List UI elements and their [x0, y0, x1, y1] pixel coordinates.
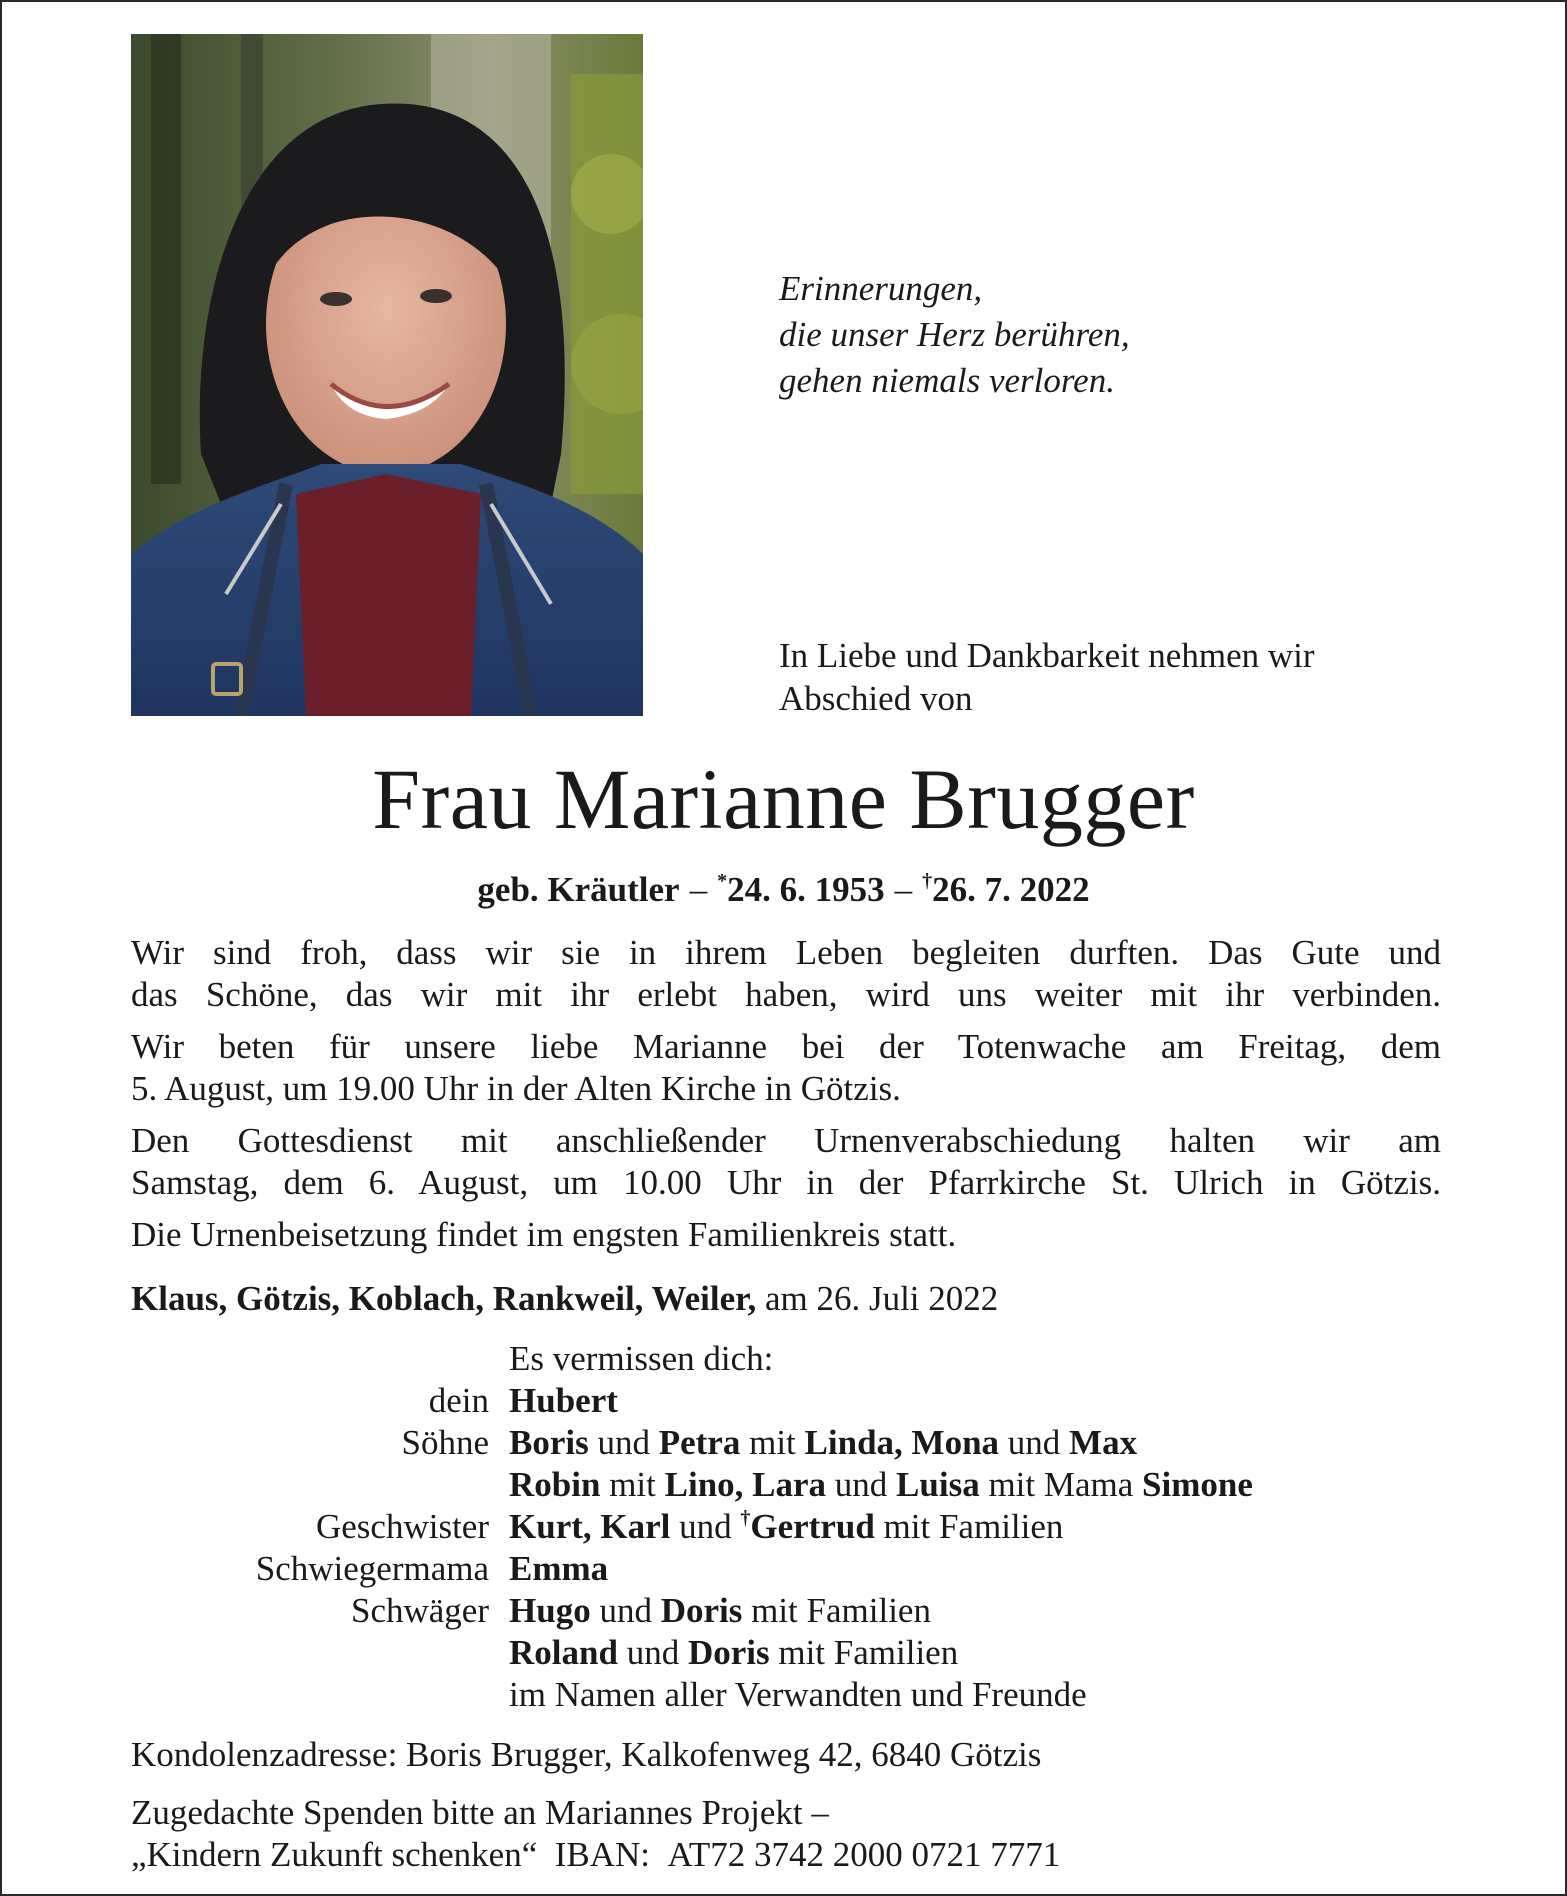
memorial-quote	[779, 266, 1499, 404]
paragraph-vigil	[131, 1026, 1441, 1110]
relative-names	[509, 1590, 931, 1632]
relative-name: Simone	[1142, 1465, 1253, 1504]
life-dates	[2, 868, 1565, 912]
quote-line: Erinnerungen,	[779, 269, 983, 308]
connector: mit	[749, 1423, 796, 1462]
donation-line: Zugedachte Spenden bitte an Mariannes Projekt –	[131, 1793, 829, 1832]
family-row	[131, 1632, 1471, 1674]
relative-name: Luisa	[896, 1465, 980, 1504]
relation-label: Geschwister	[315, 1507, 489, 1546]
separator-dash: –	[689, 870, 708, 909]
family-row	[131, 1674, 1471, 1716]
relative-names	[509, 1422, 1137, 1464]
family-row	[131, 1548, 1471, 1590]
paragraph-gratitude	[131, 932, 1441, 1016]
connector: und	[599, 1591, 652, 1630]
connector: mit Familien	[883, 1507, 1064, 1546]
donation-project: „Kindern Zukunft schenken“	[131, 1835, 538, 1874]
farewell-line: Abschied von	[779, 679, 973, 718]
connector: und	[834, 1465, 888, 1504]
quote-line: die unser Herz berühren,	[779, 315, 1130, 354]
paragraph-line: Den Gottesdienst mit anschließender Urnenverabschiedung halten wir am	[131, 1121, 1441, 1160]
paragraph-line: Wir beten für unsere liebe Marianne bei der Totenwache am Freitag, dem	[131, 1027, 1441, 1066]
relative-name: Petra	[658, 1423, 741, 1462]
donation-line	[131, 1834, 1451, 1876]
death-cross-icon: †	[922, 870, 933, 892]
connector: mit Mama	[988, 1465, 1134, 1504]
connector: mit Familien	[778, 1633, 959, 1672]
relative-names	[509, 1464, 1253, 1506]
family-row	[131, 1422, 1471, 1464]
paragraph-line: das Schöne, das wir mit ihr erlebt haben, wird uns weiter mit ihr verbinden.	[131, 975, 1441, 1014]
paragraph-line: Die Urnenbeisetzung findet im engsten Familienkreis statt.	[131, 1215, 957, 1254]
deceased-name: Frau Marianne Brugger	[372, 751, 1195, 847]
relative-name: Gertrud	[750, 1507, 875, 1546]
death-date: 26. 7. 2022	[932, 870, 1090, 909]
quote-line: gehen niemals verloren.	[779, 361, 1115, 400]
family-row	[131, 1464, 1471, 1506]
birth-date: 24. 6. 1953	[727, 870, 885, 909]
condolence-address: Kondolenzadresse: Boris Brugger, Kalkofenweg 42, 6840 Götzis	[131, 1735, 1042, 1774]
relative-names	[509, 1380, 618, 1422]
paragraph-line: Wir sind froh, dass wir sie in ihrem Leben begleiten durften. Das Gute und	[131, 933, 1441, 972]
relation-label: Schwäger	[350, 1591, 489, 1630]
relation-label: Söhne	[401, 1423, 489, 1462]
family-intro: Es vermissen dich:	[509, 1339, 774, 1378]
places-list: Klaus, Götzis, Koblach, Rankweil, Weiler,	[131, 1279, 757, 1318]
closing-line: im Namen aller Verwandten und Freunde	[509, 1675, 1087, 1714]
connector: mit	[609, 1465, 656, 1504]
connector: und	[1007, 1423, 1061, 1462]
relative-name: Hugo	[509, 1591, 591, 1630]
family-list	[131, 1338, 1471, 1716]
relative-name: Doris	[687, 1633, 770, 1672]
family-row	[131, 1506, 1471, 1548]
connector: und	[679, 1507, 732, 1546]
farewell-line: In Liebe und Dankbarkeit nehmen wir	[779, 636, 1315, 675]
notice-date: am 26. Juli 2022	[764, 1279, 999, 1318]
relative-name: Max	[1069, 1423, 1138, 1462]
family-row	[131, 1380, 1471, 1422]
paragraph-service	[131, 1120, 1441, 1204]
relative-names	[509, 1632, 958, 1674]
relative-name: Robin	[509, 1465, 601, 1504]
paragraph-burial	[131, 1214, 1441, 1256]
relative-name: Hubert	[509, 1381, 618, 1420]
relative-name: Lino, Lara	[664, 1465, 827, 1504]
iban-number: AT72 3742 2000 0721 7771	[667, 1835, 1061, 1874]
iban-label: IBAN:	[554, 1835, 651, 1874]
birth-star-icon: *	[717, 870, 728, 892]
connector: und	[597, 1423, 650, 1462]
farewell-intro	[779, 634, 1499, 720]
relative-name: Emma	[509, 1549, 609, 1588]
maiden-name: geb. Kräutler	[477, 870, 680, 909]
separator-dash: –	[894, 870, 913, 909]
paragraph-line: 5. August, um 19.00 Uhr in der Alten Kirche in Götzis.	[131, 1069, 901, 1108]
relative-names	[509, 1548, 608, 1590]
relative-name: Linda, Mona	[804, 1423, 1000, 1462]
relation-label: dein	[428, 1381, 489, 1420]
portrait-illustration	[131, 34, 643, 716]
relation-label: Schwiegermama	[255, 1549, 489, 1588]
cross-icon: †	[740, 1507, 751, 1529]
donation-info	[131, 1792, 1451, 1876]
places-and-date	[131, 1278, 1441, 1320]
family-intro-row	[131, 1338, 1471, 1380]
portrait-photo	[131, 34, 643, 716]
connector: mit Familien	[751, 1591, 931, 1630]
relative-name: Roland	[509, 1633, 618, 1672]
relative-names	[509, 1506, 1063, 1548]
connector: und	[626, 1633, 680, 1672]
family-row	[131, 1590, 1471, 1632]
relative-name: Doris	[660, 1591, 743, 1630]
paragraph-line: Samstag, dem 6. August, um 10.00 Uhr in der Pfarrkirche St. Ulrich in Götzis.	[131, 1163, 1441, 1202]
relative-name: Kurt, Karl	[509, 1507, 671, 1546]
relative-name: Boris	[509, 1423, 589, 1462]
